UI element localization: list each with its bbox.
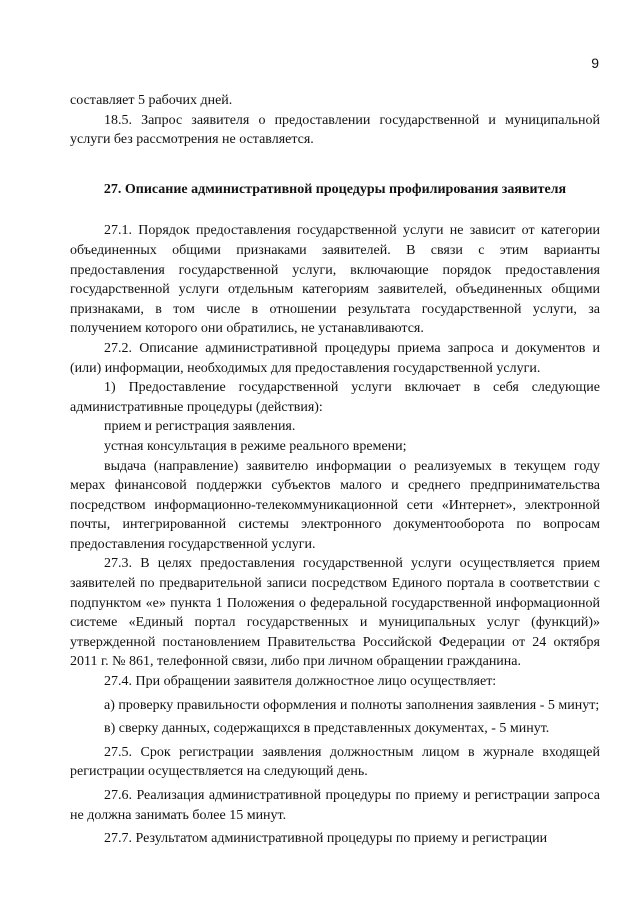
paragraph-27-7: 27.7. Результатом административной процедуры по приему и регистрации — [104, 831, 548, 847]
paragraph-27-2-item-a: прием и регистрация заявления. — [104, 419, 296, 435]
paragraph-27-4: 27.4. При обращении заявителя должностное лицо осуществляет: — [104, 674, 497, 690]
paragraph-27-5: 27.5. Срок регистрации заявления должностным лицом в журнале входящей регистрации осуществляется на следующий день. — [70, 744, 600, 780]
paragraph-27-3: 27.3. В целях предоставления государственной услуги осуществляется прием заявителей по предварительной записи посредством Единого портала в соответствии с подпунктом «е» пункта 1 Положения о федеральной государственной информационной системе «Единый портал государственных и муниципальных услуг (функций)» утвержденной постановлением Правительства Российской Федерации от 24 октября 2011 г. № 861, телефонной связи, либо при личном обращении гражданина. — [70, 556, 600, 670]
paragraph-27-4-item-b: в) сверку данных, содержащихся в представленных документах, - 5 минут. — [104, 721, 550, 737]
section-heading: 27. Описание административной процедуры профилирования заявителя — [103, 181, 567, 197]
paragraph-continuation: составляет 5 рабочих дней. — [70, 93, 233, 108]
paragraph-27-2: 27.2. Описание административной процедуры приема запроса и документов и (или) информации, необходимых для предоставления государственной услуги. — [70, 340, 600, 376]
paragraph-27-2-item-c: выдача (направление) заявителю информации о реализуемых в текущем году мерах финансовой поддержки субъектов малого и среднего предпринимательства посредством информационно-телекоммуникационной сети «Интернет», электронной почты, интегрированной системы электронного документооборота по вопросам предоставления государственной услуги. — [70, 458, 600, 552]
paragraph-27-1: 27.1. Порядок предоставления государственной услуги не зависит от категории объединенных общими признаками заявителей. В связи с этим варианты предоставления государственной услуги, включающие порядок предоставления государственной услуги отдельным категориям заявителей, объединенных общими признаками, в том числе в отношении результата государственной услуги, за получением которого они обратились, не устанавливаются. — [70, 223, 600, 337]
paragraph-27-2-item-1: 1) Предоставление государственной услуги включает в себя следующие административные процедуры (действия): — [70, 380, 600, 415]
page-number: 9 — [591, 55, 599, 71]
paragraph-27-4-item-a: а) проверку правильности оформления и полноты заполнения заявления - 5 минут; — [104, 697, 600, 713]
document-body — [70, 91, 600, 849]
paragraph-27-6: 27.6. Реализация административной процедуры по приему и регистрации запроса не должна занимать более 15 минут. — [70, 788, 600, 823]
paragraph-27-2-item-b: устная консультация в режиме реального времени; — [104, 438, 407, 454]
paragraph-18-5: 18.5. Запрос заявителя о предоставлении государственной и муниципальной услуги без рассмотрения не оставляется. — [70, 112, 600, 148]
